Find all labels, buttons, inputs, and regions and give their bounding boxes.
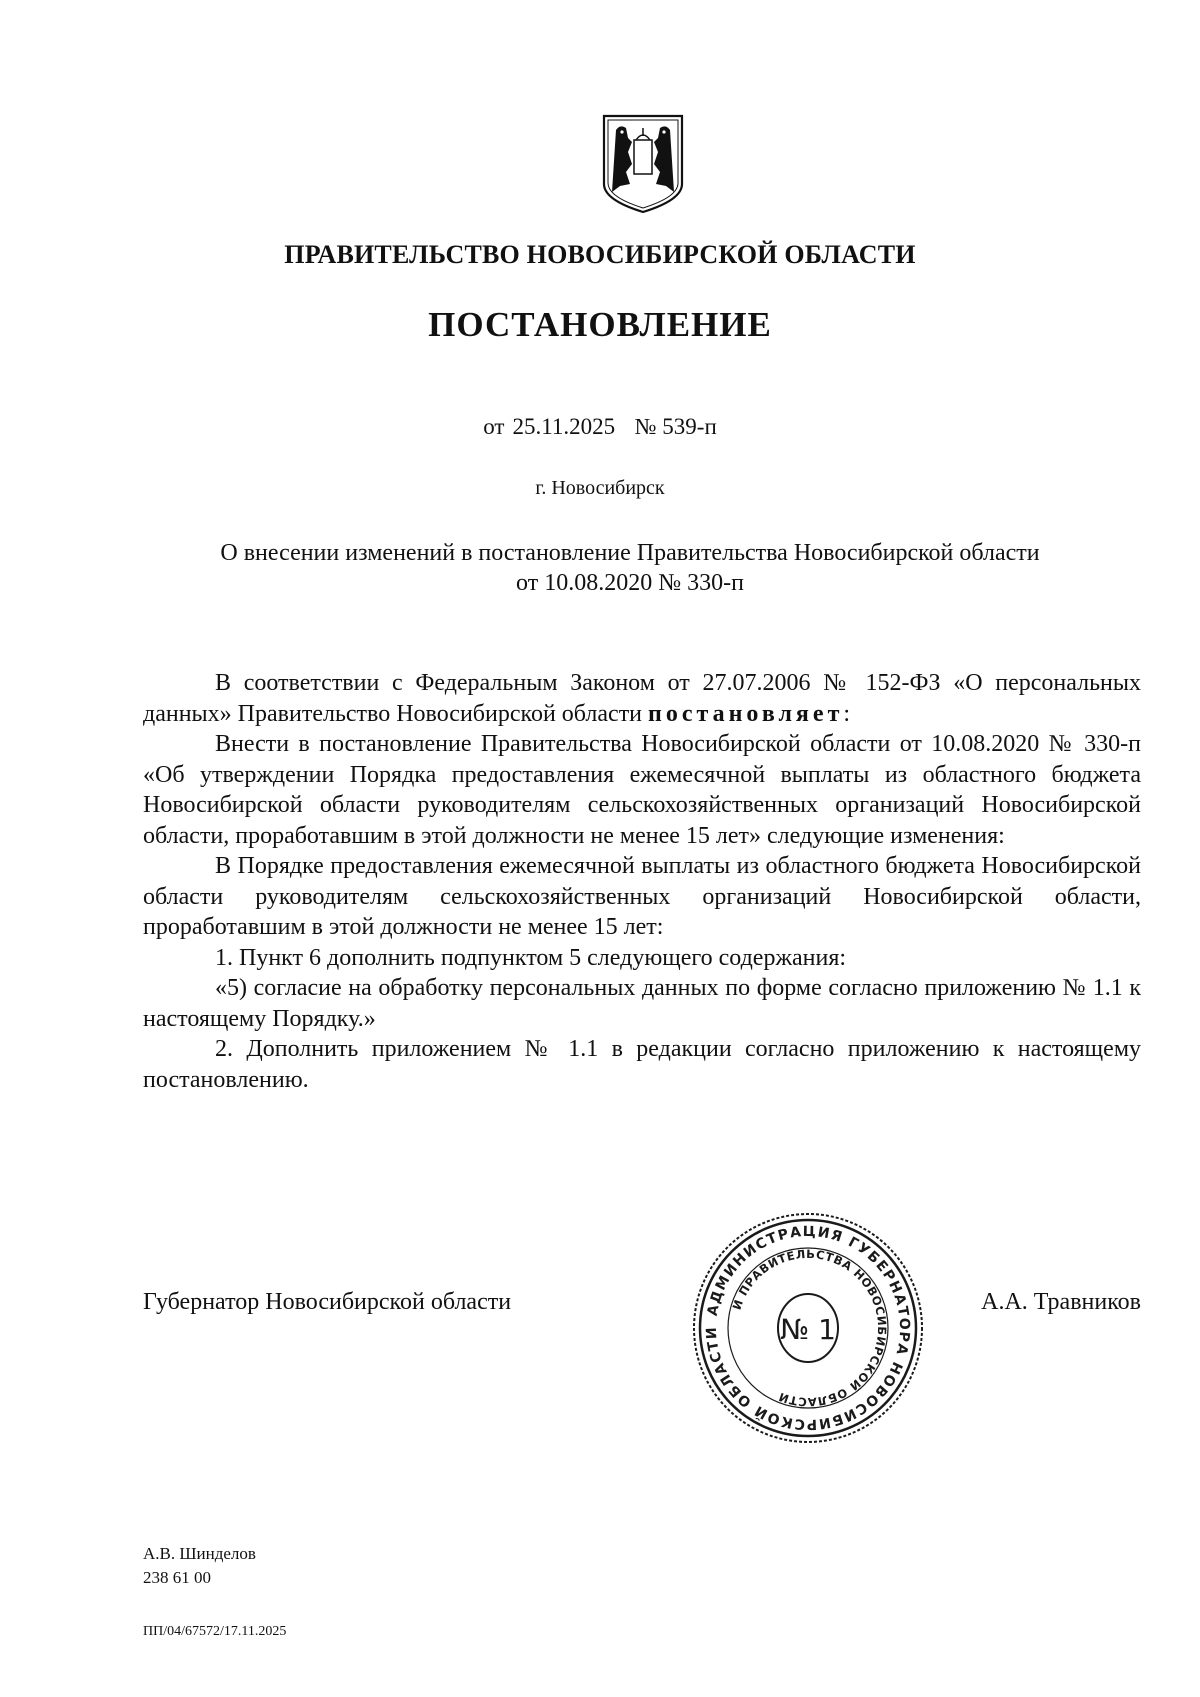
subject-line-2: от 10.08.2020 № 330-п	[516, 570, 744, 596]
official-seal-stamp	[690, 1210, 926, 1446]
document-type: ПОСТАНОВЛЕНИЕ	[428, 305, 772, 344]
seal-outer-text: АДМИНИСТРАЦИЯ ГУБЕРНАТОРА НОВОСИБИРСКОЙ ОБЛАСТИ	[703, 1223, 913, 1433]
seal-inner-text: И ПРАВИТЕЛЬСТВА НОВОСИБИРСКОЙ ОБЛАСТИ	[729, 1246, 890, 1410]
coat-of-arms-icon	[598, 112, 688, 216]
document-subject	[150, 538, 1110, 598]
executor-block	[143, 1542, 256, 1590]
document-date: 25.11.2025	[512, 414, 616, 439]
preamble-text: В соответствии с Федеральным Законом от 27.07.2006 № 152-ФЗ «О персональных данных» Правительство Новосибирской области	[143, 670, 1141, 727]
paragraph-item-1: 1. Пункт 6 дополнить подпунктом 5 следующего содержания:	[215, 944, 847, 971]
paragraph-preamble	[143, 668, 1141, 729]
document-body	[143, 668, 1141, 1095]
organization-title: ПРАВИТЕЛЬСТВО НОВОСИБИРСКОЙ ОБЛАСТИ	[284, 240, 916, 269]
seal-number: № 1	[780, 1313, 836, 1346]
document-registration-code: ПП/04/67572/17.11.2025	[143, 1624, 287, 1639]
document-number: № 539-п	[634, 414, 717, 439]
subject-line-1: О внесении изменений в постановление Правительства Новосибирской области	[220, 540, 1040, 566]
city: г. Новосибирск	[535, 477, 665, 499]
paragraph-amend: Внести в постановление Правительства Новосибирской области от 10.08.2020 № 330-п «Об утверждении Порядка предоставления ежемесячной выплаты из областного бюджета Новосибирской области руководителям сельскохозяйственных организаций Новосибирской области, проработавшим в этой должности не менее 15 лет» следующие изменения:	[143, 731, 1141, 849]
preamble-colon: :	[843, 700, 851, 727]
resolves-keyword: постановляет	[648, 700, 844, 727]
executor-phone: 238 61 00	[143, 1568, 211, 1587]
signatory-position: Губернатор Новосибирской области	[143, 1289, 512, 1315]
paragraph-item-2: 2. Дополнить приложением № 1.1 в редакции согласно приложению к настоящему постановлению.	[143, 1036, 1141, 1093]
paragraph-subitem-5: «5) согласие на обработку персональных данных по форме согласно приложению № 1.1 к настоящему Порядку.»	[143, 975, 1141, 1032]
signatory-name: А.А. Травников	[981, 1289, 1141, 1315]
date-number-line	[0, 414, 1200, 440]
executor-name: А.В. Шинделов	[143, 1544, 256, 1563]
paragraph-procedure: В Порядке предоставления ежемесячной выплаты из областного бюджета Новосибирской области руководителям сельскохозяйственных организаций Новосибирской области, проработавшим в этой должности не менее 15 лет:	[143, 853, 1141, 940]
date-prefix: от	[483, 414, 505, 439]
